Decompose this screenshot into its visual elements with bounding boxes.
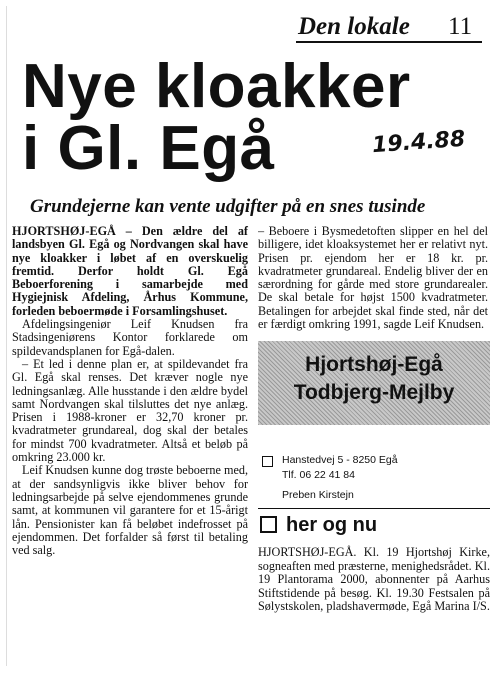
ad-address: Hanstedvej 5 - 8250 Egå (282, 454, 398, 466)
checkbox-icon (262, 456, 273, 467)
ad-title-line-2: Todbjerg-Mejlby (293, 381, 455, 404)
body-paragraph: Afdelingsingeniør Leif Knudsen fra Stadsingeniørens Kontor forklarede om spildevandsplanen for Egå-dalen. (12, 317, 248, 358)
lead-paragraph: HJORTSHØJ-EGÅ – Den ældre del af landsbyen Gl. Egå og Nordvangen skal have nye kloakker i løbet af en overskuelig fremtid. Derfor holdt Gl. Egå Beboerforening i samarbejde med Hygiejnisk Afdeling, Århus Kommune, forleden beboermøde i Forsamlingshuset. (12, 224, 248, 318)
handwritten-date: 19.4.88 (371, 126, 467, 159)
article-column-right (258, 225, 488, 335)
subheadline: Grundejerne kan vente udgifter på en snes tusinde (30, 196, 426, 217)
body-paragraph: – Beboere i Bysmedetoften slipper en hel del billigere, idet kloaksystemet her er relativt nyt. Prisen pr. ejendom her er 18 kr. pr. kvadratmeter grundareal. Endelig bliver der en særordning for gårde med store grundarealer. De skal betale for højst 1500 kvadratmeter. Betalingen for arbejdet skal finde sted, når det er færdigt omkring 1991, sagde Leif Knudsen. (258, 225, 488, 332)
ad-phone: Tlf. 06 22 41 84 (282, 469, 355, 481)
her-og-nu-title: her og nu (286, 514, 378, 536)
headline (22, 52, 411, 183)
headline-line-1: Nye kloakker (22, 52, 411, 121)
her-og-nu-text: HJORTSHØJ-EGÅ. Kl. 19 Hjortshøj Kirke, sogneaften med præsterne, menighedsrådet. Kl. 19 Plantorama 2000, abonnenter på Aarhus Stiftstidende på besøg. Kl. 19.30 Festsalen på Sølystskolen, pladshavermøde, Egå Marina I/S. (258, 545, 490, 614)
page-number: 11 (448, 13, 473, 40)
header-rule (296, 41, 482, 43)
section-label: Den lokale (298, 13, 410, 40)
ad-title (258, 351, 490, 407)
divider (258, 508, 490, 509)
article-column-left (12, 225, 248, 557)
body-paragraph: – Et led i denne plan er, at spildevandet fra Gl. Egå skal renses. Det kræver nogle nye ledningsanlæg. Alle husstande i den ældre bydel samt Nordvangen skal tilsluttes det nye anlæg. Prisen i 1988-kroner er 32,70 kroner pr. kvadratmeter grundareal, dog skal der betales for mindst 700 kvadratmeter. Altså et beløb på omkring 23.000 kr. (12, 356, 248, 465)
ad-title-line-1: Hjortshøj-Egå (305, 353, 443, 376)
headline-line-2: i Gl. Egå (22, 114, 275, 183)
scan-edge (6, 6, 7, 666)
checkbox-icon (260, 516, 277, 533)
ad-banner (258, 341, 490, 425)
ad-contact: Preben Kirstejn (282, 489, 354, 501)
body-paragraph: Leif Knudsen kunne dog trøste beboerne med, at der sandsynligvis ikke bliver behov for ledningsarbejde på selve ejendommenes grunde samt, at kommunen vil garantere for et 15-årigt lån. Pensionister kan få beløbet indefrosset på ejendommen. Det forfalder så først til betaling ved salg. (12, 463, 248, 558)
